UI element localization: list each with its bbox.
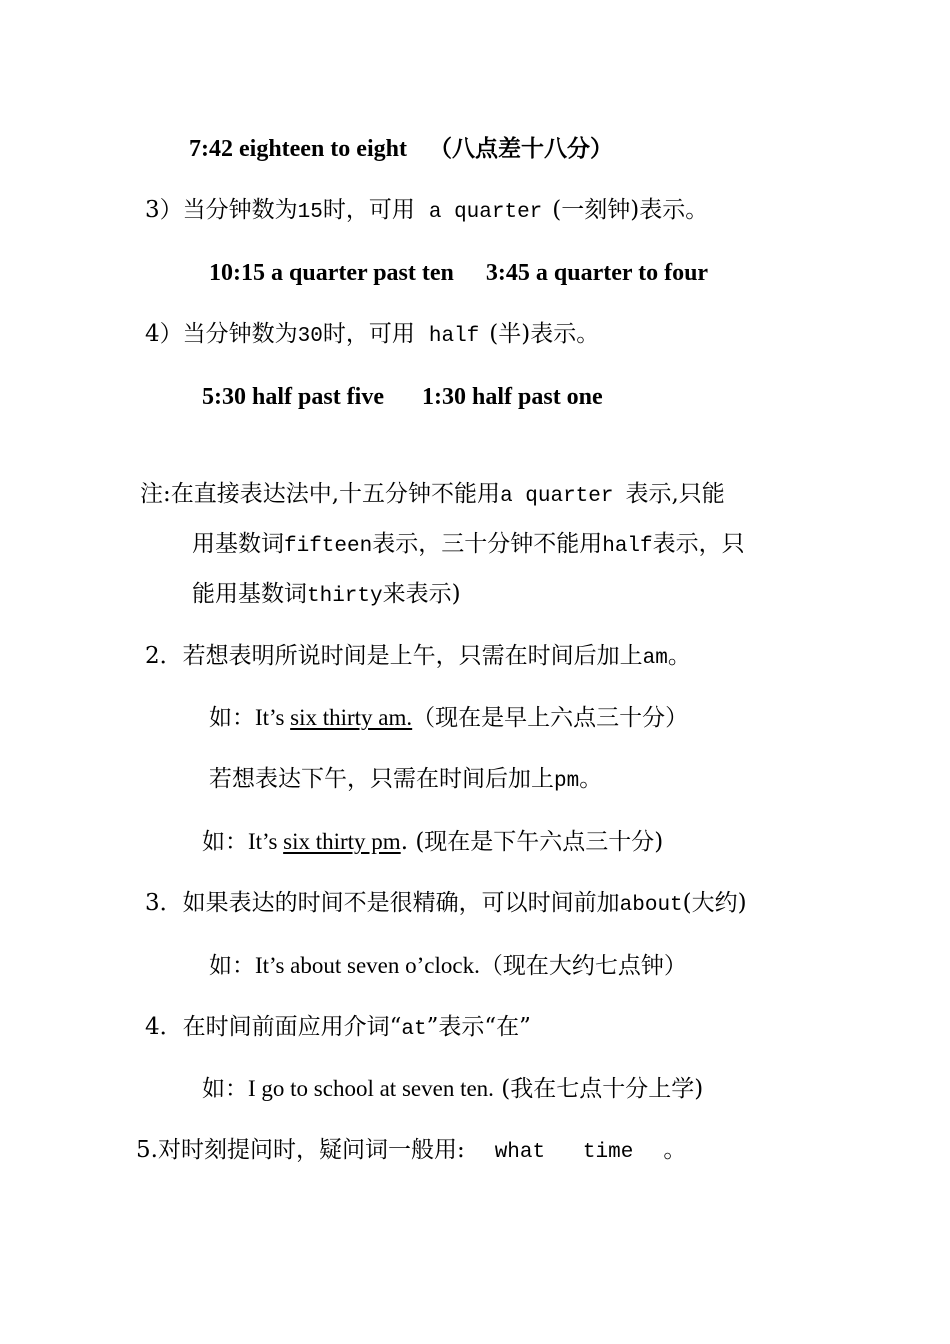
note-text: 能用基数词	[192, 581, 307, 607]
time-expression: 3:45 a quarter to four	[485, 260, 709, 286]
term: pm	[554, 770, 580, 793]
example-line-quarter	[209, 261, 708, 285]
rule-text: 。	[579, 766, 603, 792]
note-text: 表示，只	[652, 531, 745, 557]
example-at	[202, 1077, 703, 1101]
rule-text: (大约)	[682, 890, 747, 916]
example-prefix: 如：	[202, 1076, 248, 1102]
note-line-2	[192, 533, 745, 557]
rule-4-half	[145, 323, 599, 347]
note-line-1	[140, 483, 725, 507]
note-text: 来表示)	[382, 581, 461, 607]
term: at	[401, 1018, 427, 1041]
example-text: It’s	[248, 829, 284, 854]
chinese-gloss: （八点差十八分）	[428, 135, 613, 162]
note-text: 用基数词	[192, 531, 284, 557]
example-prefix: 如：	[209, 953, 255, 979]
point-3-about	[145, 892, 747, 916]
example-about	[209, 954, 687, 978]
rule-text: 。	[663, 1137, 687, 1163]
point-2-am	[145, 645, 691, 669]
rule-text: 3）当分钟数为	[145, 197, 298, 223]
rule-3-quarter	[145, 199, 708, 223]
chinese-gloss: . (现在是下午六点三十分)	[400, 829, 664, 855]
example-line-742	[189, 137, 613, 161]
example-prefix: 如：	[209, 705, 255, 731]
note-line-3	[192, 583, 461, 607]
point-4-at	[145, 1016, 531, 1040]
pm-rule	[209, 768, 602, 792]
time-expression: 1:30 half past one	[422, 384, 603, 410]
chinese-gloss: (我在七点十分上学)	[493, 1076, 704, 1102]
time-expression: 10:15 a quarter past ten	[209, 260, 454, 286]
example-text: It’s	[255, 705, 291, 730]
term: a quarter	[500, 485, 614, 508]
example-prefix: 如：	[202, 829, 248, 855]
rule-text: 。	[667, 643, 691, 669]
example-text: I go to school at seven ten.	[248, 1076, 494, 1101]
point-5-what-time	[136, 1139, 686, 1163]
term: am	[642, 647, 668, 670]
term: about	[619, 894, 683, 917]
chinese-gloss: （现在是早上六点三十分）	[412, 705, 689, 731]
number: 30	[297, 325, 323, 348]
term: half	[602, 535, 653, 558]
note-text: 注:在直接表达法中,十五分钟不能用	[140, 481, 501, 507]
note-text: 表示，三十分钟不能用	[372, 531, 603, 557]
rule-text: ”表示“在”	[426, 1014, 531, 1040]
example-underlined: six thirty am.	[290, 705, 413, 730]
example-underlined: six thirty pm	[283, 829, 401, 854]
rule-text: 2．若想表明所说时间是上午，只需在时间后加上	[145, 643, 643, 669]
rule-text: (半)表示。	[489, 321, 600, 347]
example-text: It’s about seven o’clock.	[255, 953, 480, 978]
rule-text: 3．如果表达的时间不是很精确，可以时间前加	[145, 890, 620, 916]
example-am	[209, 706, 688, 730]
term: a quarter	[428, 201, 543, 224]
term: what time	[494, 1141, 634, 1164]
note-text: 表示,只能	[625, 481, 725, 507]
term: thirty	[307, 585, 383, 608]
number: 15	[297, 201, 323, 224]
rule-text: 4．在时间前面应用介词“	[145, 1014, 402, 1040]
rule-text: (一刻钟)表示。	[552, 197, 709, 223]
time-expression: 5:30 half past five	[202, 384, 384, 410]
rule-text: 时，可用	[322, 321, 415, 347]
term: fifteen	[284, 535, 373, 558]
chinese-gloss: （现在大约七点钟）	[479, 953, 687, 979]
term: half	[428, 325, 480, 348]
example-pm	[202, 830, 663, 854]
rule-text: 若想表达下午，只需在时间后加上	[209, 766, 554, 792]
rule-text: 4）当分钟数为	[145, 321, 298, 347]
rule-text: 时，可用	[322, 197, 415, 223]
rule-text: 5.对时刻提问时，疑问词一般用:	[136, 1137, 465, 1163]
time-expression: 7:42 eighteen to eight	[189, 136, 407, 162]
example-line-half	[202, 385, 603, 409]
